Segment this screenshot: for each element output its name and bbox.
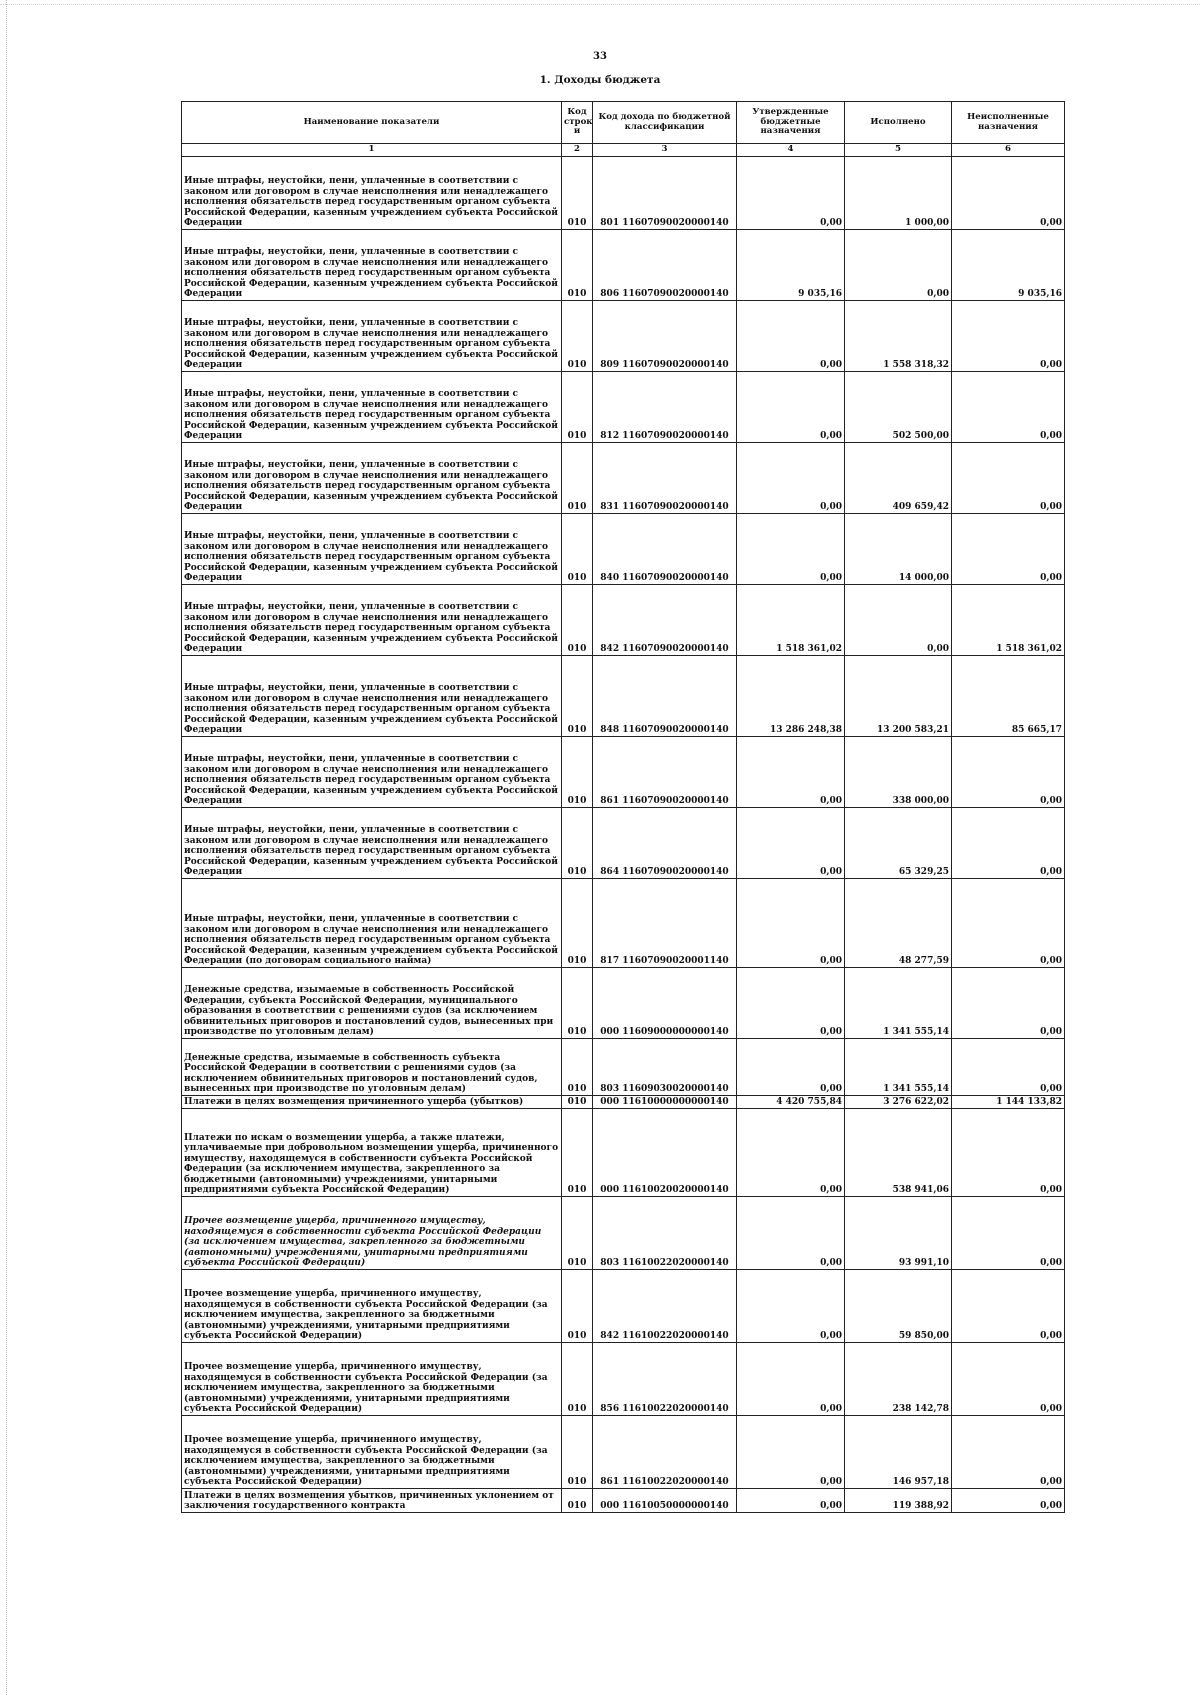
row-unexecuted: 1 518 361,02 bbox=[952, 584, 1065, 655]
row-unexecuted: 0,00 bbox=[952, 513, 1065, 584]
row-executed: 59 850,00 bbox=[845, 1269, 952, 1342]
row-executed: 238 142,78 bbox=[845, 1342, 952, 1415]
row-line-code: 010 bbox=[562, 878, 593, 967]
row-approved: 0,00 bbox=[737, 1415, 845, 1488]
header-name: Наименование показатели bbox=[182, 102, 562, 144]
row-executed: 1 341 555,14 bbox=[845, 967, 952, 1038]
table-row bbox=[182, 807, 1065, 878]
row-approved: 13 286 248,38 bbox=[737, 655, 845, 736]
row-executed: 409 659,42 bbox=[845, 442, 952, 513]
row-revenue-code: 842 11607090020000140 bbox=[593, 584, 737, 655]
column-number: 2 bbox=[562, 144, 593, 157]
row-line-code: 010 bbox=[562, 807, 593, 878]
header-executed: Исполнено bbox=[845, 102, 952, 144]
row-name: Иные штрафы, неустойки, пени, уплаченные в соответствии с законом или договором в случае неисполнения или ненадлежащего исполнения обязательств перед государственным органом субъекта Российской Федерации, казенным учреждением субъекта Российской Федерации bbox=[182, 229, 562, 300]
row-approved: 0,00 bbox=[737, 878, 845, 967]
column-number: 3 bbox=[593, 144, 737, 157]
row-name: Платежи в целях возмещения причиненного ущерба (убытков) bbox=[182, 1095, 562, 1108]
row-revenue-code: 831 11607090020000140 bbox=[593, 442, 737, 513]
row-line-code: 010 bbox=[562, 584, 593, 655]
row-approved: 0,00 bbox=[737, 1108, 845, 1196]
row-revenue-code: 000 11610000000000140 bbox=[593, 1095, 737, 1108]
row-unexecuted: 0,00 bbox=[952, 442, 1065, 513]
row-executed: 65 329,25 bbox=[845, 807, 952, 878]
row-revenue-code: 861 11607090020000140 bbox=[593, 736, 737, 807]
row-revenue-code: 000 11610020020000140 bbox=[593, 1108, 737, 1196]
row-name: Иные штрафы, неустойки, пени, уплаченные в соответствии с законом или договором в случае неисполнения или ненадлежащего исполнения обязательств перед государственным органом субъекта Российской Федерации, казенным учреждением субъекта Российской Федерации bbox=[182, 807, 562, 878]
row-approved: 0,00 bbox=[737, 371, 845, 442]
row-name: Иные штрафы, неустойки, пени, уплаченные в соответствии с законом или договором в случае неисполнения или ненадлежащего исполнения обязательств перед государственным органом субъекта Российской Федерации, казенным учреждением субъекта Российской Федерации bbox=[182, 371, 562, 442]
row-name: Иные штрафы, неустойки, пени, уплаченные в соответствии с законом или договором в случае неисполнения или ненадлежащего исполнения обязательств перед государственным органом субъекта Российской Федерации, казенным учреждением субъекта Российской Федерации bbox=[182, 156, 562, 229]
row-revenue-code: 806 11607090020000140 bbox=[593, 229, 737, 300]
row-line-code: 010 bbox=[562, 513, 593, 584]
row-executed: 1 558 318,32 bbox=[845, 300, 952, 371]
row-line-code: 010 bbox=[562, 655, 593, 736]
row-name: Прочее возмещение ущерба, причиненного имуществу, находящемуся в собственности субъекта Российской Федерации (за исключением имущества, закрепленного за бюджетными (автономными) учреждениями, унитарными предприятиями субъекта Российской Федерации) bbox=[182, 1415, 562, 1488]
row-line-code: 010 bbox=[562, 1415, 593, 1488]
row-approved: 0,00 bbox=[737, 442, 845, 513]
column-number: 1 bbox=[182, 144, 562, 157]
row-line-code: 010 bbox=[562, 1038, 593, 1095]
row-unexecuted: 0,00 bbox=[952, 878, 1065, 967]
row-executed: 538 941,06 bbox=[845, 1108, 952, 1196]
row-unexecuted: 0,00 bbox=[952, 300, 1065, 371]
row-unexecuted: 0,00 bbox=[952, 1415, 1065, 1488]
row-approved: 9 035,16 bbox=[737, 229, 845, 300]
table-row bbox=[182, 655, 1065, 736]
row-name: Иные штрафы, неустойки, пени, уплаченные в соответствии с законом или договором в случае неисполнения или ненадлежащего исполнения обязательств перед государственным органом субъекта Российской Федерации, казенным учреждением субъекта Российской Федерации bbox=[182, 584, 562, 655]
row-executed: 93 991,10 bbox=[845, 1196, 952, 1269]
header-approved: Утвержденные бюджетные назначения bbox=[737, 102, 845, 144]
row-name: Иные штрафы, неустойки, пени, уплаченные в соответствии с законом или договором в случае неисполнения или ненадлежащего исполнения обязательств перед государственным органом субъекта Российской Федерации, казенным учреждением субъекта Российской Федерации bbox=[182, 300, 562, 371]
table-row bbox=[182, 300, 1065, 371]
row-name: Иные штрафы, неустойки, пени, уплаченные в соответствии с законом или договором в случае неисполнения или ненадлежащего исполнения обязательств перед государственным органом субъекта Российской Федерации, казенным учреждением субъекта Российской Федерации bbox=[182, 442, 562, 513]
row-revenue-code: 861 11610022020000140 bbox=[593, 1415, 737, 1488]
row-revenue-code: 842 11610022020000140 bbox=[593, 1269, 737, 1342]
row-unexecuted: 0,00 bbox=[952, 1038, 1065, 1095]
row-revenue-code: 803 11610022020000140 bbox=[593, 1196, 737, 1269]
row-executed: 146 957,18 bbox=[845, 1415, 952, 1488]
table-row bbox=[182, 1196, 1065, 1269]
row-name: Денежные средства, изымаемые в собственность субъекта Российской Федерации в соответствии с решениями судов (за исключением обвинительных приговоров и постановлений судов, вынесенных при производстве по уголовным делам) bbox=[182, 1038, 562, 1095]
row-unexecuted: 0,00 bbox=[952, 1108, 1065, 1196]
row-approved: 0,00 bbox=[737, 736, 845, 807]
row-line-code: 010 bbox=[562, 1488, 593, 1512]
row-revenue-code: 000 11610050000000140 bbox=[593, 1488, 737, 1512]
column-numbers-row bbox=[182, 144, 1065, 157]
row-approved: 0,00 bbox=[737, 807, 845, 878]
row-revenue-code: 840 11607090020000140 bbox=[593, 513, 737, 584]
table-row bbox=[182, 878, 1065, 967]
row-line-code: 010 bbox=[562, 1196, 593, 1269]
row-name: Денежные средства, изымаемые в собственность Российской Федерации, субъекта Российской Федерации, муниципального образования в соответствии с решениями судов (за исключением обвинительных приговоров и постановлений судов, вынесенных при производстве по уголовным делам) bbox=[182, 967, 562, 1038]
header-revenue-code: Код дохода по бюджетной классификации bbox=[593, 102, 737, 144]
table-row bbox=[182, 1488, 1065, 1512]
row-revenue-code: 000 11609000000000140 bbox=[593, 967, 737, 1038]
row-name: Платежи по искам о возмещении ущерба, а также платежи, уплачиваемые при добровольном возмещении ущерба, причиненного имуществу, находящемуся в собственности субъекта Российской Федерации (за исключением имущества, закрепленного за бюджетными (автономными) учреждениями, унитарными предприятиями субъекта Российской Федерации) bbox=[182, 1108, 562, 1196]
row-unexecuted: 0,00 bbox=[952, 156, 1065, 229]
row-approved: 0,00 bbox=[737, 300, 845, 371]
row-line-code: 010 bbox=[562, 371, 593, 442]
row-unexecuted: 9 035,16 bbox=[952, 229, 1065, 300]
row-executed: 0,00 bbox=[845, 584, 952, 655]
table-row bbox=[182, 156, 1065, 229]
row-unexecuted: 85 665,17 bbox=[952, 655, 1065, 736]
row-executed: 119 388,92 bbox=[845, 1488, 952, 1512]
row-unexecuted: 0,00 bbox=[952, 736, 1065, 807]
column-number: 4 bbox=[737, 144, 845, 157]
row-unexecuted: 0,00 bbox=[952, 1269, 1065, 1342]
row-revenue-code: 801 11607090020000140 bbox=[593, 156, 737, 229]
row-executed: 3 276 622,02 bbox=[845, 1095, 952, 1108]
row-executed: 0,00 bbox=[845, 229, 952, 300]
row-approved: 0,00 bbox=[737, 1269, 845, 1342]
row-approved: 0,00 bbox=[737, 1196, 845, 1269]
row-unexecuted: 0,00 bbox=[952, 371, 1065, 442]
row-revenue-code: 856 11610022020000140 bbox=[593, 1342, 737, 1415]
row-unexecuted: 0,00 bbox=[952, 807, 1065, 878]
table-row bbox=[182, 513, 1065, 584]
row-unexecuted: 0,00 bbox=[952, 1488, 1065, 1512]
row-line-code: 010 bbox=[562, 1095, 593, 1108]
row-revenue-code: 817 11607090020001140 bbox=[593, 878, 737, 967]
page-number: 33 bbox=[593, 51, 607, 62]
row-executed: 502 500,00 bbox=[845, 371, 952, 442]
table-row bbox=[182, 1038, 1065, 1095]
row-line-code: 010 bbox=[562, 300, 593, 371]
revenue-table bbox=[181, 101, 1065, 1513]
row-unexecuted: 0,00 bbox=[952, 967, 1065, 1038]
row-line-code: 010 bbox=[562, 156, 593, 229]
table-row bbox=[182, 1108, 1065, 1196]
table-row bbox=[182, 1095, 1065, 1108]
row-executed: 14 000,00 bbox=[845, 513, 952, 584]
row-name: Иные штрафы, неустойки, пени, уплаченные в соответствии с законом или договором в случае неисполнения или ненадлежащего исполнения обязательств перед государственным органом субъекта Российской Федерации, казенным учреждением субъекта Российской Федерации bbox=[182, 655, 562, 736]
row-unexecuted: 0,00 bbox=[952, 1196, 1065, 1269]
row-approved: 0,00 bbox=[737, 1342, 845, 1415]
row-name: Иные штрафы, неустойки, пени, уплаченные в соответствии с законом или договором в случае неисполнения или ненадлежащего исполнения обязательств перед государственным органом субъекта Российской Федерации, казенным учреждением субъекта Российской Федерации bbox=[182, 513, 562, 584]
row-executed: 48 277,59 bbox=[845, 878, 952, 967]
column-number: 6 bbox=[952, 144, 1065, 157]
header-unexecuted: Неисполненные назначения bbox=[952, 102, 1065, 144]
row-revenue-code: 864 11607090020000140 bbox=[593, 807, 737, 878]
column-number: 5 bbox=[845, 144, 952, 157]
row-unexecuted: 0,00 bbox=[952, 1342, 1065, 1415]
row-approved: 1 518 361,02 bbox=[737, 584, 845, 655]
table-row bbox=[182, 1415, 1065, 1488]
row-line-code: 010 bbox=[562, 1269, 593, 1342]
row-line-code: 010 bbox=[562, 1342, 593, 1415]
table-row bbox=[182, 584, 1065, 655]
row-name: Прочее возмещение ущерба, причиненного имуществу, находящемуся в собственности субъекта Российской Федерации (за исключением имущества, закрепленного за бюджетными (автономными) учреждениями, унитарными предприятиями субъекта Российской Федерации) bbox=[182, 1342, 562, 1415]
row-revenue-code: 809 11607090020000140 bbox=[593, 300, 737, 371]
scan-edge bbox=[6, 0, 7, 1695]
row-line-code: 010 bbox=[562, 1108, 593, 1196]
table-row bbox=[182, 229, 1065, 300]
table-row bbox=[182, 371, 1065, 442]
row-approved: 0,00 bbox=[737, 513, 845, 584]
table-row bbox=[182, 1342, 1065, 1415]
row-executed: 13 200 583,21 bbox=[845, 655, 952, 736]
row-line-code: 010 bbox=[562, 229, 593, 300]
row-executed: 1 000,00 bbox=[845, 156, 952, 229]
header-row bbox=[182, 102, 1065, 144]
row-revenue-code: 848 11607090020000140 bbox=[593, 655, 737, 736]
table-row bbox=[182, 1269, 1065, 1342]
row-approved: 0,00 bbox=[737, 1038, 845, 1095]
row-name: Платежи в целях возмещения убытков, причиненных уклонением от заключения государственного контракта bbox=[182, 1488, 562, 1512]
row-executed: 338 000,00 bbox=[845, 736, 952, 807]
row-name: Прочее возмещение ущерба, причиненного имуществу, находящемуся в собственности субъекта Российской Федерации (за исключением имущества, закрепленного за бюджетными (автономными) учреждениями, унитарными предприятиями субъекта Российской Федерации) bbox=[182, 1196, 562, 1269]
header-line-code: Код строк и bbox=[562, 102, 593, 144]
row-approved: 4 420 755,84 bbox=[737, 1095, 845, 1108]
table-row bbox=[182, 736, 1065, 807]
table-row bbox=[182, 442, 1065, 513]
table-row bbox=[182, 967, 1065, 1038]
row-name: Иные штрафы, неустойки, пени, уплаченные в соответствии с законом или договором в случае неисполнения или ненадлежащего исполнения обязательств перед государственным органом субъекта Российской Федерации, казенным учреждением субъекта Российской Федерации (по договорам социального найма) bbox=[182, 878, 562, 967]
scan-edge-top bbox=[0, 4, 1200, 5]
row-revenue-code: 812 11607090020000140 bbox=[593, 371, 737, 442]
row-approved: 0,00 bbox=[737, 1488, 845, 1512]
row-executed: 1 341 555,14 bbox=[845, 1038, 952, 1095]
row-line-code: 010 bbox=[562, 442, 593, 513]
row-approved: 0,00 bbox=[737, 967, 845, 1038]
row-approved: 0,00 bbox=[737, 156, 845, 229]
row-name: Прочее возмещение ущерба, причиненного имуществу, находящемуся в собственности субъекта Российской Федерации (за исключением имущества, закрепленного за бюджетными (автономными) учреждениями, унитарными предприятиями субъекта Российской Федерации) bbox=[182, 1269, 562, 1342]
row-line-code: 010 bbox=[562, 967, 593, 1038]
row-revenue-code: 803 11609030020000140 bbox=[593, 1038, 737, 1095]
row-name: Иные штрафы, неустойки, пени, уплаченные в соответствии с законом или договором в случае неисполнения или ненадлежащего исполнения обязательств перед государственным органом субъекта Российской Федерации, казенным учреждением субъекта Российской Федерации bbox=[182, 736, 562, 807]
section-title: 1. Доходы бюджета bbox=[539, 74, 661, 86]
row-line-code: 010 bbox=[562, 736, 593, 807]
row-unexecuted: 1 144 133,82 bbox=[952, 1095, 1065, 1108]
